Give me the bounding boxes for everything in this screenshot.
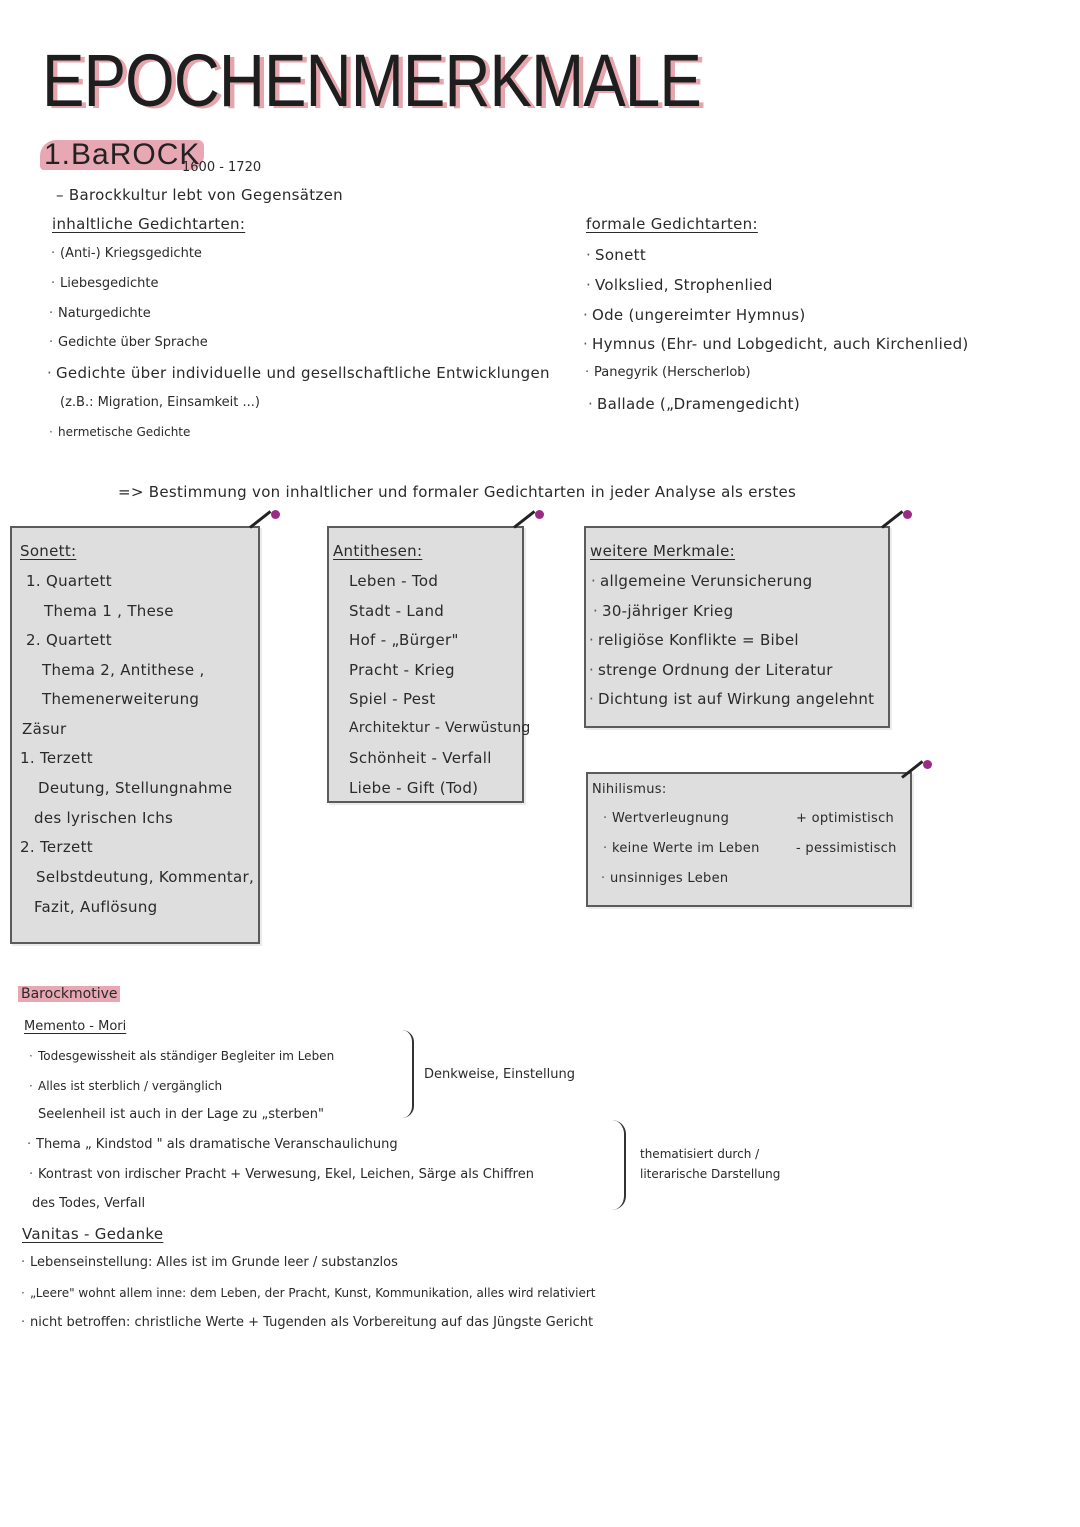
brace-label-thematisiert: thematisiert durch / (640, 1147, 760, 1161)
sonett-line: 1. Quartett (26, 572, 112, 590)
merkmale-line: · Dichtung ist auf Wirkung angelehnt (598, 690, 874, 708)
sonett-line: Thema 2, Antithese , (42, 661, 205, 679)
formale-item: · Ballade („Dramengedicht) (597, 395, 800, 413)
inhaltliche-item: · Gedichte über individuelle und gesellschaftliche Entwicklungen (56, 364, 550, 382)
memento-mori-heading: Memento - Mori (24, 1019, 127, 1034)
inhaltliche-item: · hermetische Gedichte (58, 425, 190, 439)
sonett-line: 2. Terzett (20, 838, 93, 856)
brace (612, 1120, 626, 1210)
formale-heading: formale Gedichtarten: (586, 215, 758, 233)
vanitas-line: · „Leere" wohnt allem inne: dem Leben, der Pracht, Kunst, Kommunikation, alles wird relativiert (30, 1286, 596, 1300)
pushpin-icon (512, 516, 540, 536)
inhaltliche-item: · Gedichte über Sprache (58, 335, 208, 350)
sonett-heading: Sonett: (20, 542, 77, 560)
section-heading-barock: 1.BaROCK (40, 140, 204, 170)
sonett-line: Fazit, Auflösung (34, 898, 158, 916)
pushpin-icon (900, 766, 928, 786)
vanitas-line: · nicht betroffen: christliche Werte + Tugenden als Vorbereitung auf das Jüngste Gericht (30, 1315, 593, 1330)
intro-line: – Barockkultur lebt von Gegensätzen (56, 186, 343, 204)
merkmale-heading: weitere Merkmale: (590, 542, 735, 560)
formale-item: · Hymnus (Ehr- und Lobgedicht, auch Kirchenlied) (592, 335, 969, 353)
antithesen-heading: Antithesen: (333, 542, 423, 560)
sonett-line: 2. Quartett (26, 631, 112, 649)
nihilismus-heading: Nihilismus: (592, 782, 667, 797)
nihilismus-line: · keine Werte im Leben (612, 841, 760, 856)
vanitas-heading: Vanitas - Gedanke (22, 1225, 164, 1243)
pessimistisch-label: - pessimistisch (796, 841, 897, 856)
formale-item: · Volkslied, Strophenlied (595, 276, 773, 294)
formale-item: · Sonett (595, 246, 646, 264)
antithesen-line: Spiel - Pest (349, 690, 436, 708)
inhaltliche-example: (z.B.: Migration, Einsamkeit ...) (60, 395, 260, 410)
formale-item: · Ode (ungereimter Hymnus) (592, 306, 805, 324)
merkmale-box (584, 526, 890, 728)
optimistisch-label: + optimistisch (796, 811, 895, 826)
motive-line: · Thema „ Kindstod " als dramatische Veranschaulichung (36, 1137, 398, 1152)
brace-label-denkweise: Denkweise, Einstellung (424, 1067, 575, 1082)
memento-line: · Todesgewissheit als ständiger Begleiter im Leben (38, 1049, 334, 1063)
sonett-line: des lyrischen Ichs (34, 809, 174, 827)
sonett-line: 1. Terzett (20, 749, 93, 767)
memento-line: Seelenheil ist auch in der Lage zu „sterben" (38, 1107, 324, 1122)
inhaltliche-heading: inhaltliche Gedichtarten: (52, 215, 246, 233)
antithesen-line: Architektur - Verwüstung (349, 720, 531, 736)
antithesen-line: Liebe - Gift (Tod) (349, 779, 479, 797)
barockmotive-heading: Barockmotive (18, 986, 120, 1002)
nihilismus-line: · unsinniges Leben (610, 871, 728, 886)
brace (402, 1030, 414, 1118)
sonett-box (10, 526, 260, 944)
motive-line: des Todes, Verfall (32, 1196, 146, 1211)
antithesen-line: Pracht - Krieg (349, 661, 455, 679)
pushpin-icon (248, 516, 276, 536)
inhaltliche-item: · Liebesgedichte (60, 276, 158, 291)
formale-item: · Panegyrik (Herscherlob) (594, 365, 751, 380)
sonett-line: Thema 1 , These (44, 602, 174, 620)
merkmale-line: · allgemeine Verunsicherung (600, 572, 812, 590)
sonett-line: Zäsur (22, 720, 67, 738)
sonett-line: Deutung, Stellungnahme (38, 779, 233, 797)
epoch-dates: 1600 - 1720 (182, 160, 262, 175)
conclusion-line: => Bestimmung von inhaltlicher und formaler Gedichtarten in jeder Analyse als erstes (118, 483, 797, 501)
antithesen-line: Schönheit - Verfall (349, 749, 492, 767)
antithesen-line: Hof - „Bürger" (349, 631, 459, 649)
merkmale-line: · 30-jähriger Krieg (602, 602, 733, 620)
antithesen-box (327, 526, 531, 803)
motive-line: · Kontrast von irdischer Pracht + Verwesung, Ekel, Leichen, Särge als Chiffren (38, 1167, 534, 1182)
nihilismus-box (586, 772, 912, 907)
pushpin-icon (880, 516, 908, 536)
brace-label-thematisiert: literarische Darstellung (640, 1167, 781, 1181)
inhaltliche-item: · Naturgedichte (58, 306, 151, 321)
sonett-line: Themenerweiterung (42, 690, 200, 708)
sonett-line: Selbstdeutung, Kommentar, (36, 868, 255, 886)
nihilismus-line: · Wertverleugnung (612, 811, 729, 826)
antithesen-line: Stadt - Land (349, 602, 445, 620)
merkmale-line: · religiöse Konflikte = Bibel (598, 631, 799, 649)
memento-line: · Alles ist sterblich / vergänglich (38, 1079, 222, 1093)
antithesen-line: Leben - Tod (349, 572, 439, 590)
vanitas-line: · Lebenseinstellung: Alles ist im Grunde leer / substanzlos (30, 1255, 398, 1270)
inhaltliche-item: · (Anti-) Kriegsgedichte (60, 246, 202, 261)
page-title: EPOCHENMERKMALE (42, 39, 701, 122)
merkmale-line: · strenge Ordnung der Literatur (598, 661, 833, 679)
